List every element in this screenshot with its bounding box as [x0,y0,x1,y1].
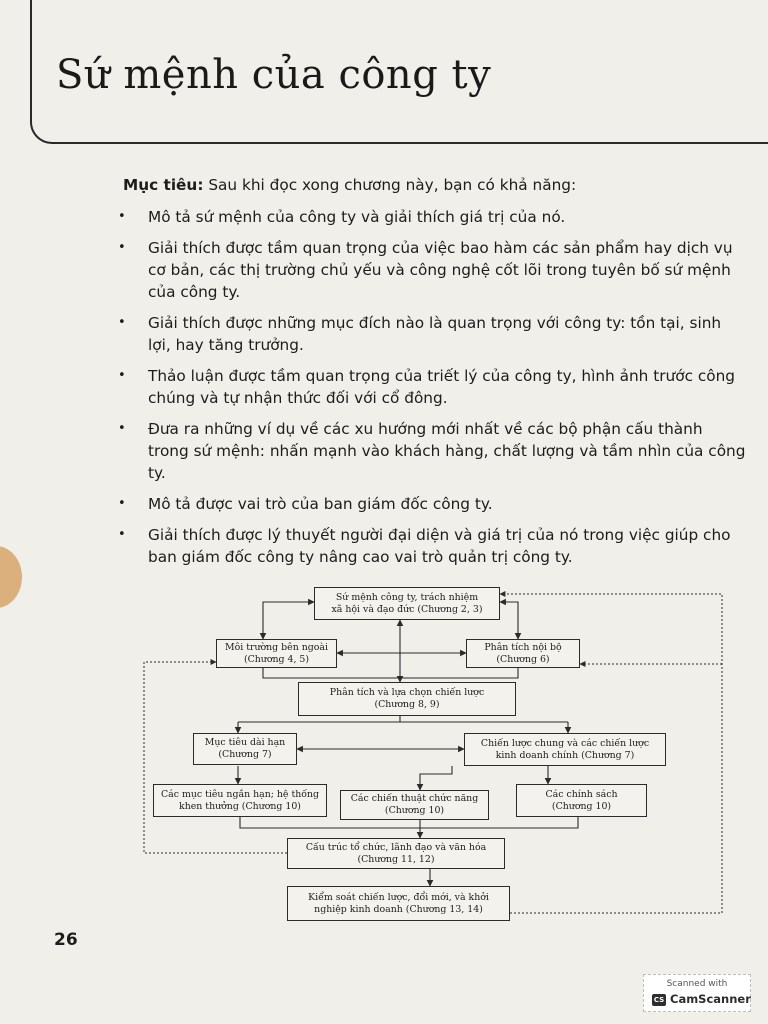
objectives-list [118,206,746,568]
box-strategic-analysis [298,682,516,716]
objective-item: • Thảo luận được tầm quan trọng của triết lý của công ty, hình ảnh trước công chúng và tự nhận thức đối với cổ đông. [118,365,746,409]
box-longterm-line-2: (Chương 7) [218,749,272,760]
box-policies [516,784,647,817]
box-generic-line-2: kinh doanh chính (Chương 7) [495,749,635,761]
box-control-line-1: Kiểm soát chiến lược, đổi mới, và khởi [308,891,489,903]
box-internal-analysis [466,639,580,668]
box-internal-line-1: Phân tích nội bộ [484,641,562,653]
box-analysis-line-2: (Chương 8, 9) [374,699,440,710]
objective-item: • Mô tả sứ mệnh của công ty và giải thích giá trị của nó. [118,206,746,228]
box-policies-line-1: Các chính sách [545,788,618,800]
box-functional-line-1: Các chiến thuật chức năng [350,793,479,804]
box-shortterm-line-1: Các mục tiêu ngắn hạn; hệ thống [160,788,320,800]
box-mission-line-1: Sứ mệnh công ty, trách nhiệm [335,591,479,603]
objective-item: • Giải thích được những mục đích nào là quan trọng với công ty: tồn tại, sinh lợi, hay tăng trưởng. [118,312,746,356]
box-internal-line-2: (Chương 6) [496,653,550,665]
box-functional-line-2: (Chương 10) [384,805,445,816]
objective-item: • Đưa ra những ví dụ về các xu hướng mới nhất về các bộ phận cấu thành trong sứ mệnh: nhấn mạnh vào khách hàng, chất lượng và tầm nhìn của công ty. [118,418,746,484]
box-external-environment [216,639,337,668]
scanner-caption: Scanned with [666,979,728,989]
box-structure-leadership-culture [287,838,505,869]
objective-item: • Mô tả được vai trò của ban giám đốc công ty. [118,493,746,515]
box-longterm-line-1: Mục tiêu dài hạn [204,737,286,748]
box-control-line-2: nghiệp kinh doanh (Chương 13, 14) [314,903,483,915]
box-analysis-line-1: Phân tích và lựa chọn chiến lược [329,687,485,698]
chapter-title: Sứ mệnh của công ty [56,52,492,98]
camscanner-watermark [643,974,751,1012]
box-mission [314,587,500,620]
scanner-name: CamScanner [670,992,751,1006]
camscanner-logo-icon: CS [653,996,665,1004]
objective-item: • Giải thích được lý thuyết người đại diện và giá trị của nó trong việc giúp cho ban giám đốc công ty nâng cao vai trò quản trị công ty. [118,524,746,568]
box-mission-line-2: xã hội và đạo đức (Chương 2, 3) [331,603,483,615]
page-number: 26 [54,930,78,950]
box-shortterm-line-2: khen thưởng (Chương 10) [179,800,301,812]
objectives-intro [123,174,746,196]
objectives-label: Mục tiêu: [123,176,204,194]
objective-item: • Giải thích được tầm quan trọng của việc bao hàm các sản phẩm hay dịch vụ cơ bản, các thị trường chủ yếu và công nghệ cốt lõi trong tuyên bố sứ mệnh của công ty. [118,237,746,303]
box-strategic-control [287,886,510,921]
box-generic-line-1: Chiến lược chung và các chiến lược [480,737,650,749]
box-external-line-1: Môi trường bên ngoài [224,641,328,653]
box-generic-strategies [464,733,666,766]
box-structure-line-1: Cấu trúc tổ chức, lãnh đạo và văn hóa [305,841,487,853]
thumb-shadow [0,546,22,608]
box-long-term-objectives [193,733,297,765]
box-policies-line-2: (Chương 10) [551,800,612,812]
box-structure-line-2: (Chương 11, 12) [357,853,435,865]
objectives-intro-text: Sau khi đọc xong chương này, bạn có khả năng: [208,176,577,194]
box-functional-tactics [340,790,489,820]
box-external-line-2: (Chương 4, 5) [243,653,310,665]
objectives-section [118,174,746,577]
box-short-term-objectives [153,784,327,817]
